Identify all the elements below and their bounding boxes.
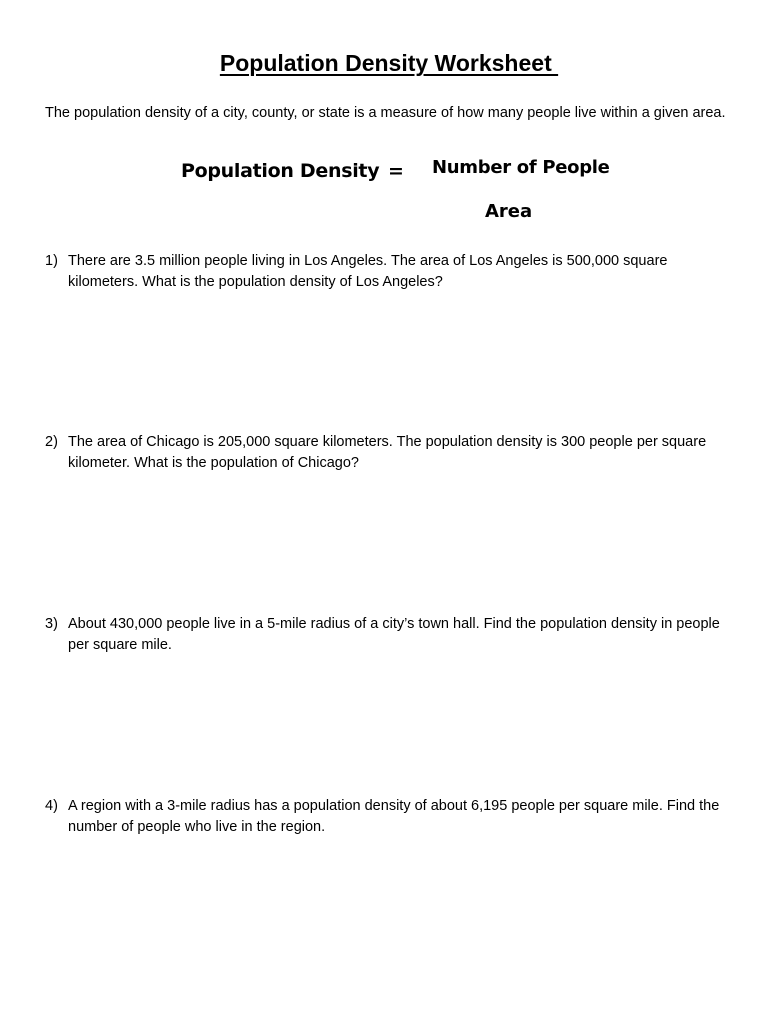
question-number: 2) <box>45 434 58 450</box>
question-number: 3) <box>45 616 58 632</box>
question-number: 4) <box>45 798 58 814</box>
question-4 <box>45 796 725 837</box>
question-text: A region with a 3-mile radius has a population density of about 6,195 people per square mile. Find the number of people who live in the region. <box>68 798 720 835</box>
formula-numerator: Number of People <box>432 157 610 178</box>
worksheet-title: Population Density Worksheet <box>219 50 559 76</box>
formula-equals-sign: = <box>388 160 404 182</box>
intro-paragraph: The population density of a city, county, or state is a measure of how many people live within a given area. <box>45 105 726 121</box>
question-text: The area of Chicago is 205,000 square kilometers. The population density is 300 people per square kilometer. What is the population of Chicago? <box>68 434 707 471</box>
formula-denominator: Area <box>485 201 533 222</box>
question-text: About 430,000 people live in a 5-mile radius of a city’s town hall. Find the population density in people per square mile. <box>68 616 720 653</box>
formula-label: Population Density <box>181 160 380 182</box>
question-text: There are 3.5 million people living in Los Angeles. The area of Los Angeles is 500,000 square kilometers. What is the population density of Los Angeles? <box>68 253 668 290</box>
question-1 <box>45 251 725 292</box>
question-3 <box>45 614 725 655</box>
question-number: 1) <box>45 253 58 269</box>
question-2 <box>45 432 725 473</box>
